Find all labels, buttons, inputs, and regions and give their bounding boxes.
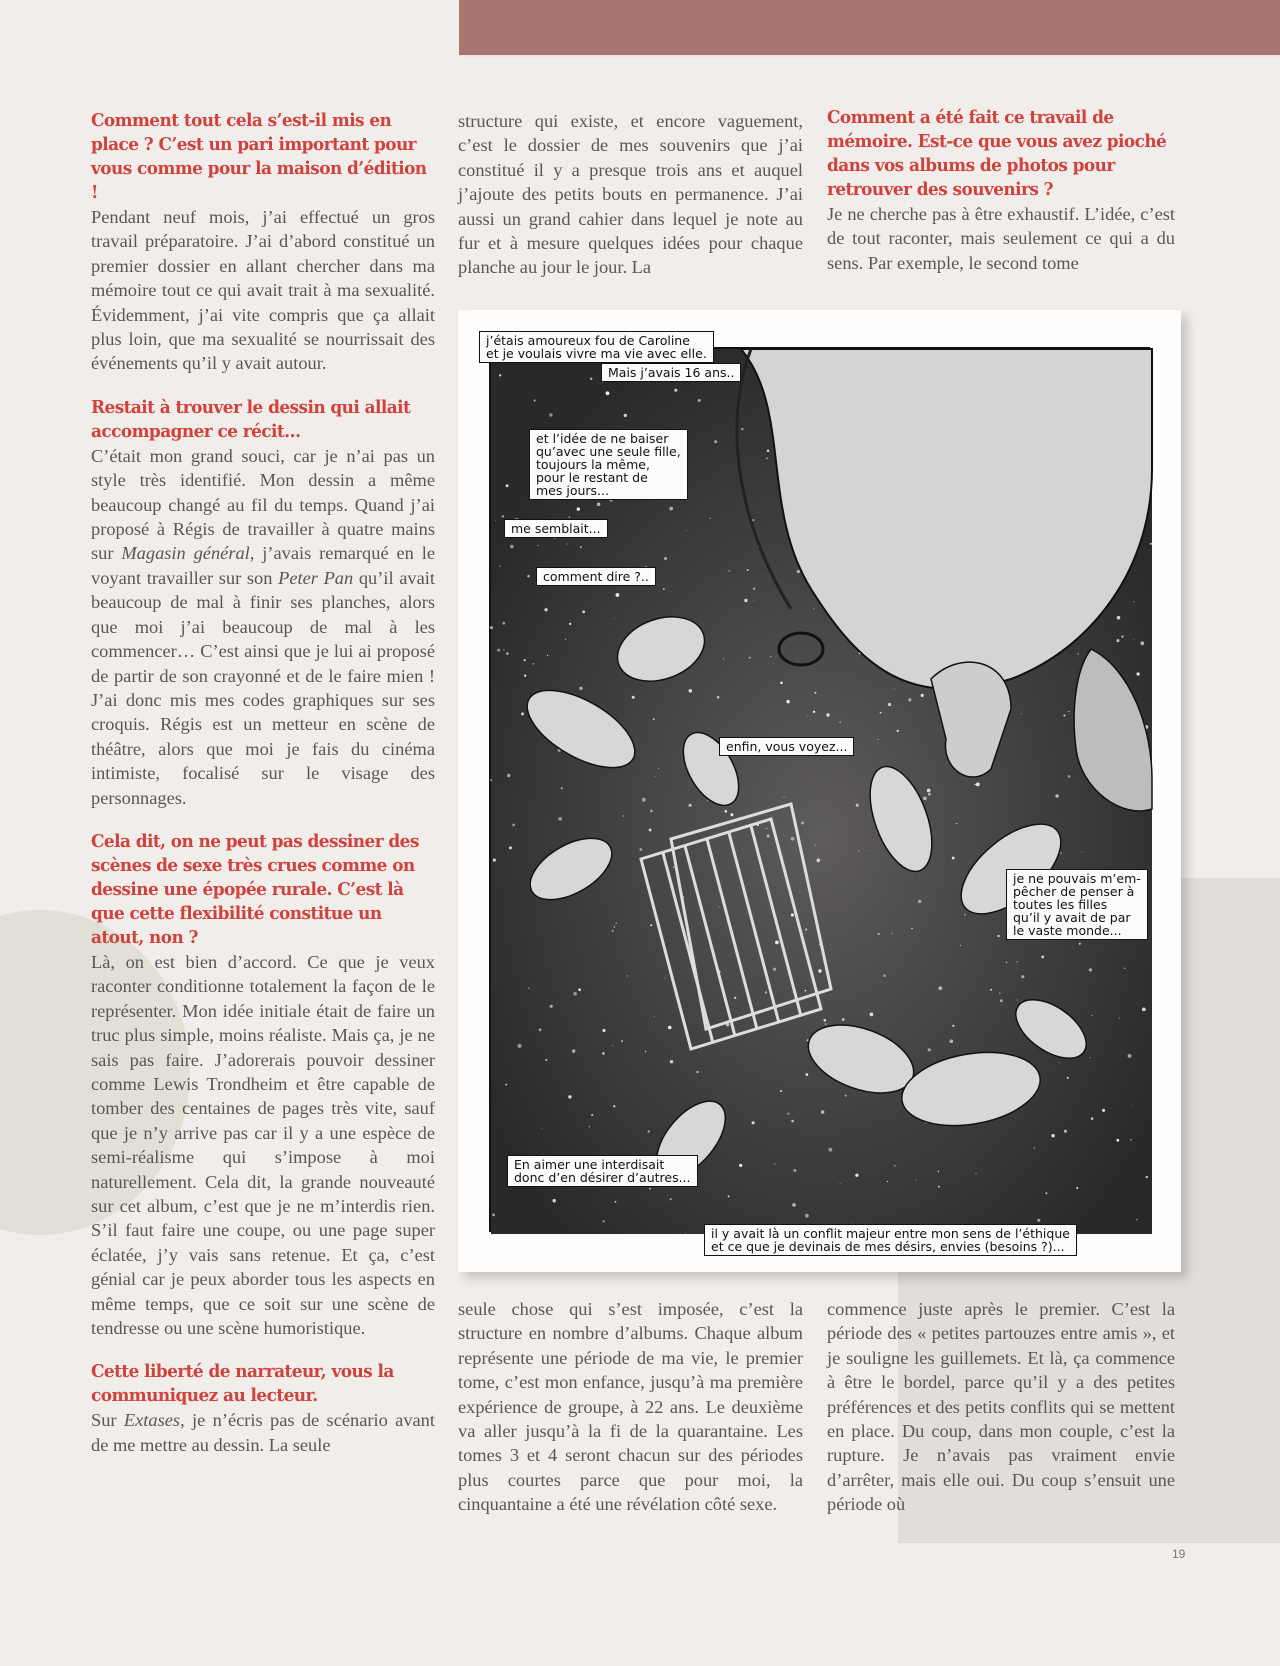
star bbox=[814, 608, 815, 609]
star bbox=[741, 428, 743, 430]
star bbox=[547, 655, 548, 656]
star bbox=[938, 1171, 939, 1172]
star bbox=[990, 989, 992, 991]
star bbox=[1017, 961, 1018, 962]
star bbox=[664, 557, 667, 560]
title-extases: Extases bbox=[123, 1410, 181, 1431]
star bbox=[603, 1220, 605, 1222]
star bbox=[997, 935, 999, 937]
star bbox=[734, 997, 736, 999]
star bbox=[784, 797, 785, 798]
star bbox=[490, 779, 492, 781]
star bbox=[770, 656, 771, 657]
star bbox=[616, 922, 618, 924]
star bbox=[1133, 639, 1134, 640]
star bbox=[1000, 999, 1003, 1002]
star bbox=[561, 787, 563, 789]
star bbox=[792, 1203, 796, 1207]
header-accent-band bbox=[459, 0, 1280, 55]
star bbox=[1059, 1062, 1060, 1063]
star bbox=[815, 845, 816, 846]
star bbox=[614, 618, 615, 619]
star bbox=[539, 1028, 542, 1031]
star bbox=[670, 1060, 673, 1063]
article-column-right-bottom bbox=[827, 1297, 1175, 1517]
star bbox=[821, 1110, 825, 1114]
star bbox=[533, 663, 535, 665]
star bbox=[730, 813, 733, 816]
page-number: 19 bbox=[1172, 1547, 1186, 1561]
star bbox=[649, 829, 652, 832]
star bbox=[497, 649, 500, 652]
star bbox=[639, 848, 642, 851]
star bbox=[696, 1071, 698, 1073]
star bbox=[669, 507, 673, 511]
star bbox=[1116, 639, 1119, 642]
star bbox=[1146, 1176, 1148, 1178]
star bbox=[544, 608, 547, 611]
star bbox=[752, 1121, 755, 1124]
star bbox=[650, 810, 653, 813]
answer-text: qu’il avait beaucoup de mal à finir ses planches, alors que moi j’ai beaucoup de mal à les commencer… C’est ainsi que je lui ai proposé de partir de son crayonné et de le faire mien ! J’ai donc mis mes codes graphiques sur ses croquis. Régis est un metteur en scène de théâtre, alors que moi je fais du cinéma intimiste, focalisé sur le visage des personnages. bbox=[91, 567, 435, 808]
star bbox=[728, 1195, 730, 1197]
star bbox=[894, 689, 895, 690]
star bbox=[1017, 1000, 1018, 1001]
star bbox=[918, 900, 921, 903]
star bbox=[774, 1163, 775, 1164]
star bbox=[667, 1195, 668, 1196]
star bbox=[1021, 975, 1024, 978]
star bbox=[858, 850, 859, 851]
article-column-left bbox=[91, 109, 435, 1457]
star bbox=[855, 1174, 858, 1177]
star bbox=[495, 520, 496, 521]
star bbox=[894, 1165, 895, 1166]
interview-answer: seule chose qui s’est imposée, c’est la structure en nombre d’albums. Chaque album représente une période de ma vie, le premier tome, c’est mon enfance, jusqu’à ma première expérience de groupe, à 22 ans. Le deuxième va aller jusqu’à la fi de la quarantaine. Les tomes 3 et 4 seront chacun sur des périodes plus courtes parce que pour moi, la cinquantaine a été une révélation côté sexe. bbox=[458, 1299, 803, 1515]
answer-text: Sur bbox=[91, 1410, 124, 1431]
star bbox=[766, 458, 768, 460]
star bbox=[1102, 1109, 1105, 1112]
star bbox=[824, 1019, 827, 1022]
star bbox=[845, 1095, 847, 1097]
star bbox=[1060, 852, 1062, 854]
star bbox=[826, 713, 829, 716]
star bbox=[524, 659, 526, 661]
star bbox=[1130, 1139, 1132, 1141]
answer-text: , j’avais remarqué en le voyant travailler sur son bbox=[91, 543, 435, 588]
star bbox=[658, 768, 659, 769]
star bbox=[888, 703, 891, 706]
star bbox=[960, 945, 961, 946]
star bbox=[689, 804, 692, 807]
comic-caption: En aimer une interdisait donc d’en désirer d’autres... bbox=[507, 1155, 698, 1187]
star bbox=[503, 649, 504, 650]
star bbox=[717, 696, 720, 699]
star bbox=[916, 1180, 917, 1181]
answer-text: , je n’écris pas de scénario avant de me mettre au dessin. La seule bbox=[91, 1410, 435, 1455]
interview-answer: Je ne cherche pas à être exhaustif. L’idée, c’est de tout raconter, mais seulement ce qui a du sens. Par exemple, le second tome bbox=[827, 204, 1175, 273]
star bbox=[964, 914, 966, 916]
star bbox=[580, 546, 582, 548]
star bbox=[880, 712, 882, 714]
star bbox=[506, 484, 509, 487]
star bbox=[805, 1214, 809, 1218]
star bbox=[627, 975, 628, 976]
star bbox=[765, 991, 767, 993]
star bbox=[974, 784, 976, 786]
star bbox=[1068, 775, 1071, 778]
star bbox=[612, 930, 614, 932]
star bbox=[938, 1186, 940, 1188]
star bbox=[1077, 653, 1079, 655]
star bbox=[773, 968, 776, 971]
star bbox=[870, 1013, 874, 1017]
star bbox=[510, 545, 514, 549]
star bbox=[550, 1005, 553, 1008]
star bbox=[744, 599, 747, 602]
star bbox=[518, 1044, 522, 1048]
star bbox=[597, 503, 601, 507]
comic-caption: Mais j’avais 16 ans.. bbox=[601, 363, 741, 382]
star bbox=[674, 389, 677, 392]
star bbox=[791, 913, 794, 916]
star bbox=[840, 1183, 841, 1184]
star bbox=[579, 687, 582, 690]
star bbox=[887, 1181, 888, 1182]
star bbox=[602, 1029, 605, 1032]
star bbox=[797, 570, 800, 573]
star bbox=[793, 1169, 796, 1172]
star bbox=[578, 988, 581, 991]
star bbox=[590, 378, 592, 380]
star bbox=[506, 652, 509, 655]
star bbox=[670, 1198, 672, 1200]
comic-caption: je ne pouvais m’em- pêcher de penser à toutes les filles qu’il y avait de par le vaste monde... bbox=[1006, 869, 1148, 940]
star bbox=[814, 692, 816, 694]
star bbox=[883, 974, 886, 977]
star bbox=[1051, 1134, 1054, 1137]
star bbox=[673, 867, 674, 868]
star bbox=[753, 600, 754, 601]
star bbox=[614, 926, 616, 928]
comic-caption: enfin, vous voyez... bbox=[719, 737, 854, 756]
star bbox=[784, 835, 785, 836]
star bbox=[602, 1052, 605, 1055]
star bbox=[1006, 962, 1007, 963]
star bbox=[786, 700, 789, 703]
star bbox=[1034, 1147, 1035, 1148]
star bbox=[521, 712, 524, 715]
star bbox=[1131, 1105, 1132, 1106]
star bbox=[499, 566, 500, 567]
star bbox=[650, 924, 652, 926]
star bbox=[813, 711, 815, 713]
star bbox=[752, 519, 754, 521]
star bbox=[805, 928, 807, 930]
star bbox=[663, 588, 665, 590]
interview-answer: Pendant neuf mois, j’ai effectué un gros travail préparatoire. J’ai d’abord constitué un premier dossier en allant chercher dans ma mémoire tout ce qui avait trait à ma sexualité. Évidemment, j’ai vite compris que ça allait plus loin, que ma sexualité se nourrissait des événements qu’il y avait autour. bbox=[91, 207, 435, 374]
star bbox=[1121, 636, 1123, 638]
star bbox=[654, 1016, 655, 1017]
star bbox=[632, 696, 635, 699]
interview-answer bbox=[91, 1408, 435, 1457]
star bbox=[877, 933, 879, 935]
star bbox=[1079, 943, 1081, 945]
star bbox=[775, 941, 779, 945]
star bbox=[569, 623, 571, 625]
star bbox=[766, 828, 768, 830]
star bbox=[573, 992, 577, 996]
star bbox=[787, 1113, 789, 1115]
star bbox=[502, 515, 504, 517]
interview-answer: structure qui existe, et encore vaguement, c’est le dossier de mes souvenirs que j’ai constitué il y a presque trois ans et auquel j’ajoute des petits bouts en permanence. J’ai aussi un grand cahier dans lequel je note au fur et à mesure quelques idées pour chaque planche au jour le jour. La bbox=[458, 111, 803, 278]
star bbox=[1068, 711, 1069, 712]
star bbox=[956, 823, 957, 824]
star bbox=[1136, 1219, 1138, 1221]
star bbox=[829, 1148, 833, 1152]
star bbox=[537, 545, 538, 546]
star bbox=[950, 1039, 954, 1043]
star bbox=[527, 575, 529, 577]
star bbox=[591, 1114, 593, 1116]
star bbox=[569, 516, 571, 518]
star bbox=[869, 850, 870, 851]
star bbox=[685, 1232, 686, 1233]
star bbox=[1090, 1057, 1091, 1058]
interview-answer: Là, on est bien d’accord. Ce que je veux raconter conditionne totalement la façon de le représenter. Mon idée initiale était de faire un truc plus simple, moins réaliste. Mais ça, je ne sais pas faire. J’adorerais pouvoir dessiner comme Lewis Trondheim et être capable de tomber des centaines de pages très vite, sauf que je n’y arrive pas car il y a une espèce de semi-réalisme qui s’impose à moi naturellement. Cela dit, la grande nouveauté sur cet album, c’est que je ne m’interdis rien. S’il faut faire une coupe, ou une page super éclatée, j’y vais sans retenue. Et ça, c’est génial car je peux aborder tous les aspects en même temps, que ce soit sur une scène de tendresse ou une scène humoristique. bbox=[91, 951, 435, 1339]
comic-caption: comment dire ?.. bbox=[536, 567, 656, 586]
star bbox=[1067, 1077, 1069, 1079]
star bbox=[1150, 543, 1152, 545]
star bbox=[1091, 1015, 1092, 1016]
comic-page-figure bbox=[458, 310, 1181, 1272]
star bbox=[582, 610, 585, 613]
star bbox=[753, 587, 756, 590]
star bbox=[549, 413, 552, 416]
star bbox=[572, 1049, 576, 1053]
star bbox=[689, 689, 693, 693]
answer-text: C’était mon grand souci, car je n’ai pas un style très identifié. Mon dessin a même beaucoup changé au fil du temps. Quand j’ai proposé à Régis de travailler à quatre mains sur bbox=[91, 445, 435, 564]
star bbox=[1021, 713, 1022, 714]
interview-question: Cette liberté de narrateur, vous la communiquez au lecteur. bbox=[91, 1361, 394, 1407]
star bbox=[999, 992, 1001, 994]
comic-caption: et l’idée de ne baiser qu’avec une seule fille, toujours la même, pour le restant de mes jours... bbox=[529, 429, 688, 500]
star bbox=[780, 682, 783, 685]
comic-artwork bbox=[486, 333, 1150, 1232]
star bbox=[621, 1040, 623, 1042]
star bbox=[612, 1045, 613, 1046]
article-column-right-top bbox=[827, 106, 1175, 275]
star bbox=[805, 990, 807, 992]
star bbox=[534, 400, 536, 402]
star bbox=[648, 1130, 650, 1132]
star bbox=[719, 907, 720, 908]
star bbox=[1140, 641, 1144, 645]
star bbox=[840, 722, 841, 723]
star bbox=[589, 1126, 590, 1127]
star bbox=[801, 822, 804, 825]
comic-caption: me semblait... bbox=[504, 519, 608, 538]
star bbox=[897, 730, 899, 732]
interview-answer bbox=[91, 444, 435, 810]
star bbox=[1142, 1008, 1146, 1012]
star bbox=[1137, 672, 1140, 675]
star bbox=[1063, 715, 1065, 717]
star bbox=[710, 518, 711, 519]
star bbox=[645, 1051, 646, 1052]
star bbox=[928, 1048, 931, 1051]
star bbox=[1116, 1139, 1119, 1142]
star bbox=[818, 969, 821, 972]
star bbox=[878, 739, 879, 740]
star bbox=[908, 698, 911, 701]
star bbox=[891, 933, 892, 934]
star bbox=[856, 804, 859, 807]
star bbox=[791, 1120, 794, 1123]
star bbox=[739, 1164, 742, 1167]
star bbox=[806, 1073, 809, 1076]
star bbox=[558, 817, 562, 821]
star bbox=[1117, 616, 1121, 620]
star bbox=[566, 543, 567, 544]
star bbox=[1045, 1192, 1047, 1194]
star bbox=[1055, 794, 1058, 797]
star bbox=[577, 507, 580, 510]
star bbox=[499, 374, 501, 376]
star bbox=[728, 570, 730, 572]
star bbox=[1119, 1018, 1120, 1019]
star bbox=[825, 1023, 827, 1025]
star bbox=[780, 1090, 782, 1092]
star bbox=[791, 837, 795, 841]
star bbox=[524, 675, 526, 677]
interview-question: Comment tout cela s’est-il mis en place ? C’est un pari important pour vous comme pour la maison d’édition ! bbox=[91, 110, 427, 203]
star bbox=[976, 783, 980, 787]
star bbox=[923, 797, 927, 801]
star bbox=[615, 1201, 617, 1203]
star bbox=[927, 789, 931, 793]
star bbox=[616, 593, 620, 597]
title-magasin-general: Magasin général bbox=[121, 543, 250, 564]
star bbox=[649, 1188, 651, 1190]
star bbox=[1076, 1187, 1078, 1189]
star bbox=[622, 815, 624, 817]
star bbox=[505, 1084, 507, 1086]
star bbox=[509, 846, 512, 849]
star bbox=[668, 1026, 672, 1030]
star bbox=[653, 718, 655, 720]
article-column-middle-bottom bbox=[458, 1297, 803, 1517]
star bbox=[552, 1199, 556, 1203]
star bbox=[1091, 1117, 1094, 1120]
star bbox=[725, 810, 728, 813]
star bbox=[568, 1095, 571, 1098]
star bbox=[921, 694, 924, 697]
star bbox=[542, 1128, 543, 1129]
title-peter-pan: Peter Pan bbox=[278, 567, 354, 588]
star bbox=[606, 391, 610, 395]
star bbox=[624, 414, 627, 417]
star bbox=[565, 639, 566, 640]
star bbox=[1128, 1054, 1132, 1058]
star bbox=[654, 776, 655, 777]
star bbox=[492, 1214, 495, 1217]
star bbox=[816, 859, 820, 863]
star bbox=[767, 450, 770, 453]
star bbox=[642, 798, 646, 802]
star bbox=[490, 626, 493, 629]
star bbox=[842, 1018, 845, 1021]
interview-question: Cela dit, on ne peut pas dessiner des scènes de sexe très crues comme on dessine une épopée rurale. C’est là que cette flexibilité constitue un atout, non ? bbox=[91, 830, 419, 948]
star bbox=[767, 835, 770, 838]
interview-answer: commence juste après le premier. C’est la période des « petites partouzes entre amis », et je souligne les guillemets. Et là, ça commence à être le bordel, parce qu’il y a des petites préférences et des petits conflits qui se mettent en place. Du coup, dans mon couple, c’est la rupture. Je n’avais pas vraiment envie d’arrêter, mais elle oui. Du coup s’ensuit une période où bbox=[827, 1299, 1175, 1515]
article-column-middle-top bbox=[458, 109, 803, 280]
star bbox=[613, 1105, 615, 1107]
star bbox=[938, 986, 942, 990]
star bbox=[512, 824, 515, 827]
comic-caption: j’étais amoureux fou de Caroline et je voulais vivre ma vie avec elle. bbox=[479, 331, 714, 363]
star bbox=[1037, 1219, 1040, 1222]
star bbox=[507, 774, 510, 777]
star bbox=[1124, 968, 1125, 969]
star bbox=[707, 800, 708, 801]
star bbox=[911, 928, 912, 929]
star bbox=[1089, 968, 1092, 971]
star bbox=[723, 658, 724, 659]
comic-caption: il y avait là un conflit majeur entre mon sens de l’éthique et ce que je devinais de mes désirs, envies (besoins ?)... bbox=[704, 1224, 1077, 1256]
star bbox=[545, 1059, 547, 1061]
star bbox=[747, 569, 749, 571]
star bbox=[928, 793, 931, 796]
star bbox=[714, 440, 717, 443]
star bbox=[952, 857, 955, 860]
star bbox=[976, 1173, 977, 1174]
interview-question: Comment a été fait ce travail de mémoire. Est-ce que vous avez pioché dans vos albums de photos pour retrouver des souvenirs ? bbox=[827, 107, 1167, 200]
star bbox=[807, 716, 808, 717]
star bbox=[952, 1025, 954, 1027]
star bbox=[1133, 601, 1134, 602]
star bbox=[502, 622, 505, 625]
star bbox=[1064, 1130, 1067, 1133]
star bbox=[698, 399, 701, 402]
star bbox=[1041, 956, 1044, 959]
interview-question: Restait à trouver le dessin qui allait accompagner ce récit… bbox=[91, 396, 411, 442]
star bbox=[1082, 852, 1083, 853]
star bbox=[686, 530, 687, 531]
star bbox=[664, 978, 665, 979]
star bbox=[528, 988, 529, 989]
star bbox=[749, 657, 751, 659]
star bbox=[493, 859, 496, 862]
